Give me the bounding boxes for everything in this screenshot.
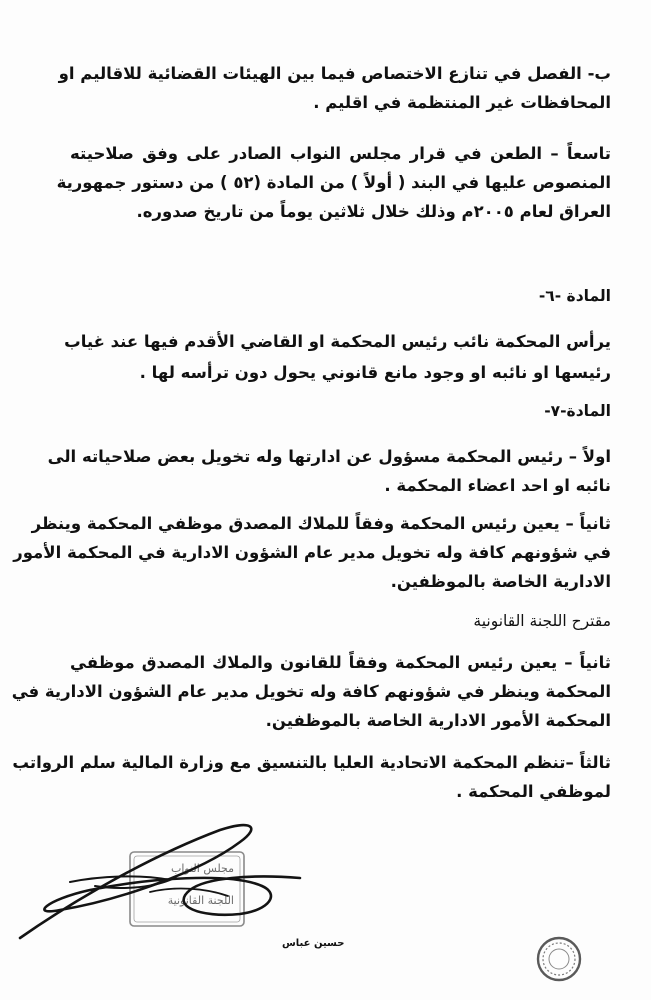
stamp-text: مجلس النواب bbox=[171, 862, 234, 875]
text-line: ثالثاً –تنظم المحكمة الاتحادية العليا بالتنسيق مع وزارة المالية سلم الرواتب bbox=[12, 753, 611, 772]
text-line: في شؤونهم كافة وله تخويل مدير عام الشؤون الادارية في المحكمة الأمور bbox=[13, 543, 611, 562]
text-line: الادارية الخاصة بالموظفين. bbox=[390, 572, 611, 591]
text-line: المحكمة وينظر في شؤونهم كافة وله تخويل مدير عام الشؤون الادارية في bbox=[11, 682, 611, 701]
text-line: ثانياً – يعين رئيس المحكمة وفقاً للملاك المصدق موظفي المحكمة وينظر bbox=[31, 514, 611, 533]
text-line: المحافظات غير المنتظمة في اقليم . bbox=[313, 93, 611, 112]
text-line: المحكمة الأمور الادارية الخاصة بالموظفين. bbox=[265, 711, 611, 730]
stamp-text: اللجنة القانونية bbox=[167, 894, 234, 907]
text-line: تاسعاً – الطعن في قرار مجلس النواب الصادر على وفق صلاحيته bbox=[70, 144, 611, 163]
text-line: العراق لعام ٢٠٠٥م وذلك خلال ثلاثين يوماً من تاريخ صدوره. bbox=[136, 202, 611, 221]
text-line: المنصوص عليها في البند ( أولاً ) من المادة (٥٢ ) من دستور جمهورية bbox=[56, 173, 611, 192]
text-line: لموظفي المحكمة . bbox=[456, 782, 611, 801]
article-heading: المادة -٦- bbox=[538, 287, 611, 305]
text-line: ب- الفصل في تنازع الاختصاص فيما بين الهيئات القضائية للاقاليم او bbox=[58, 64, 611, 83]
text-line: ثانياً – يعين رئيس المحكمة وفقاً للقانون والملاك المصدق موظفي bbox=[70, 653, 611, 672]
text-line: نائبه او احد اعضاء المحكمة . bbox=[384, 476, 611, 495]
text-line: اولاً – رئيس المحكمة مسؤول عن ادارتها وله تخويل بعض صلاحياته الى bbox=[47, 447, 611, 466]
official-seal-icon bbox=[535, 935, 583, 983]
signature-area bbox=[0, 790, 651, 1000]
text-line: يرأس المحكمة نائب رئيس المحكمة او القاضي الأقدم فيها عند غياب bbox=[64, 332, 611, 351]
article-heading: المادة-٧- bbox=[544, 402, 611, 420]
section-heading: مقترح اللجنة القانونية bbox=[473, 612, 611, 630]
text-line: رئيسها او نائبه او وجود مانع قانوني يحول دون ترأسه لها . bbox=[139, 363, 611, 382]
signer-name: حسين عباس bbox=[282, 938, 345, 949]
